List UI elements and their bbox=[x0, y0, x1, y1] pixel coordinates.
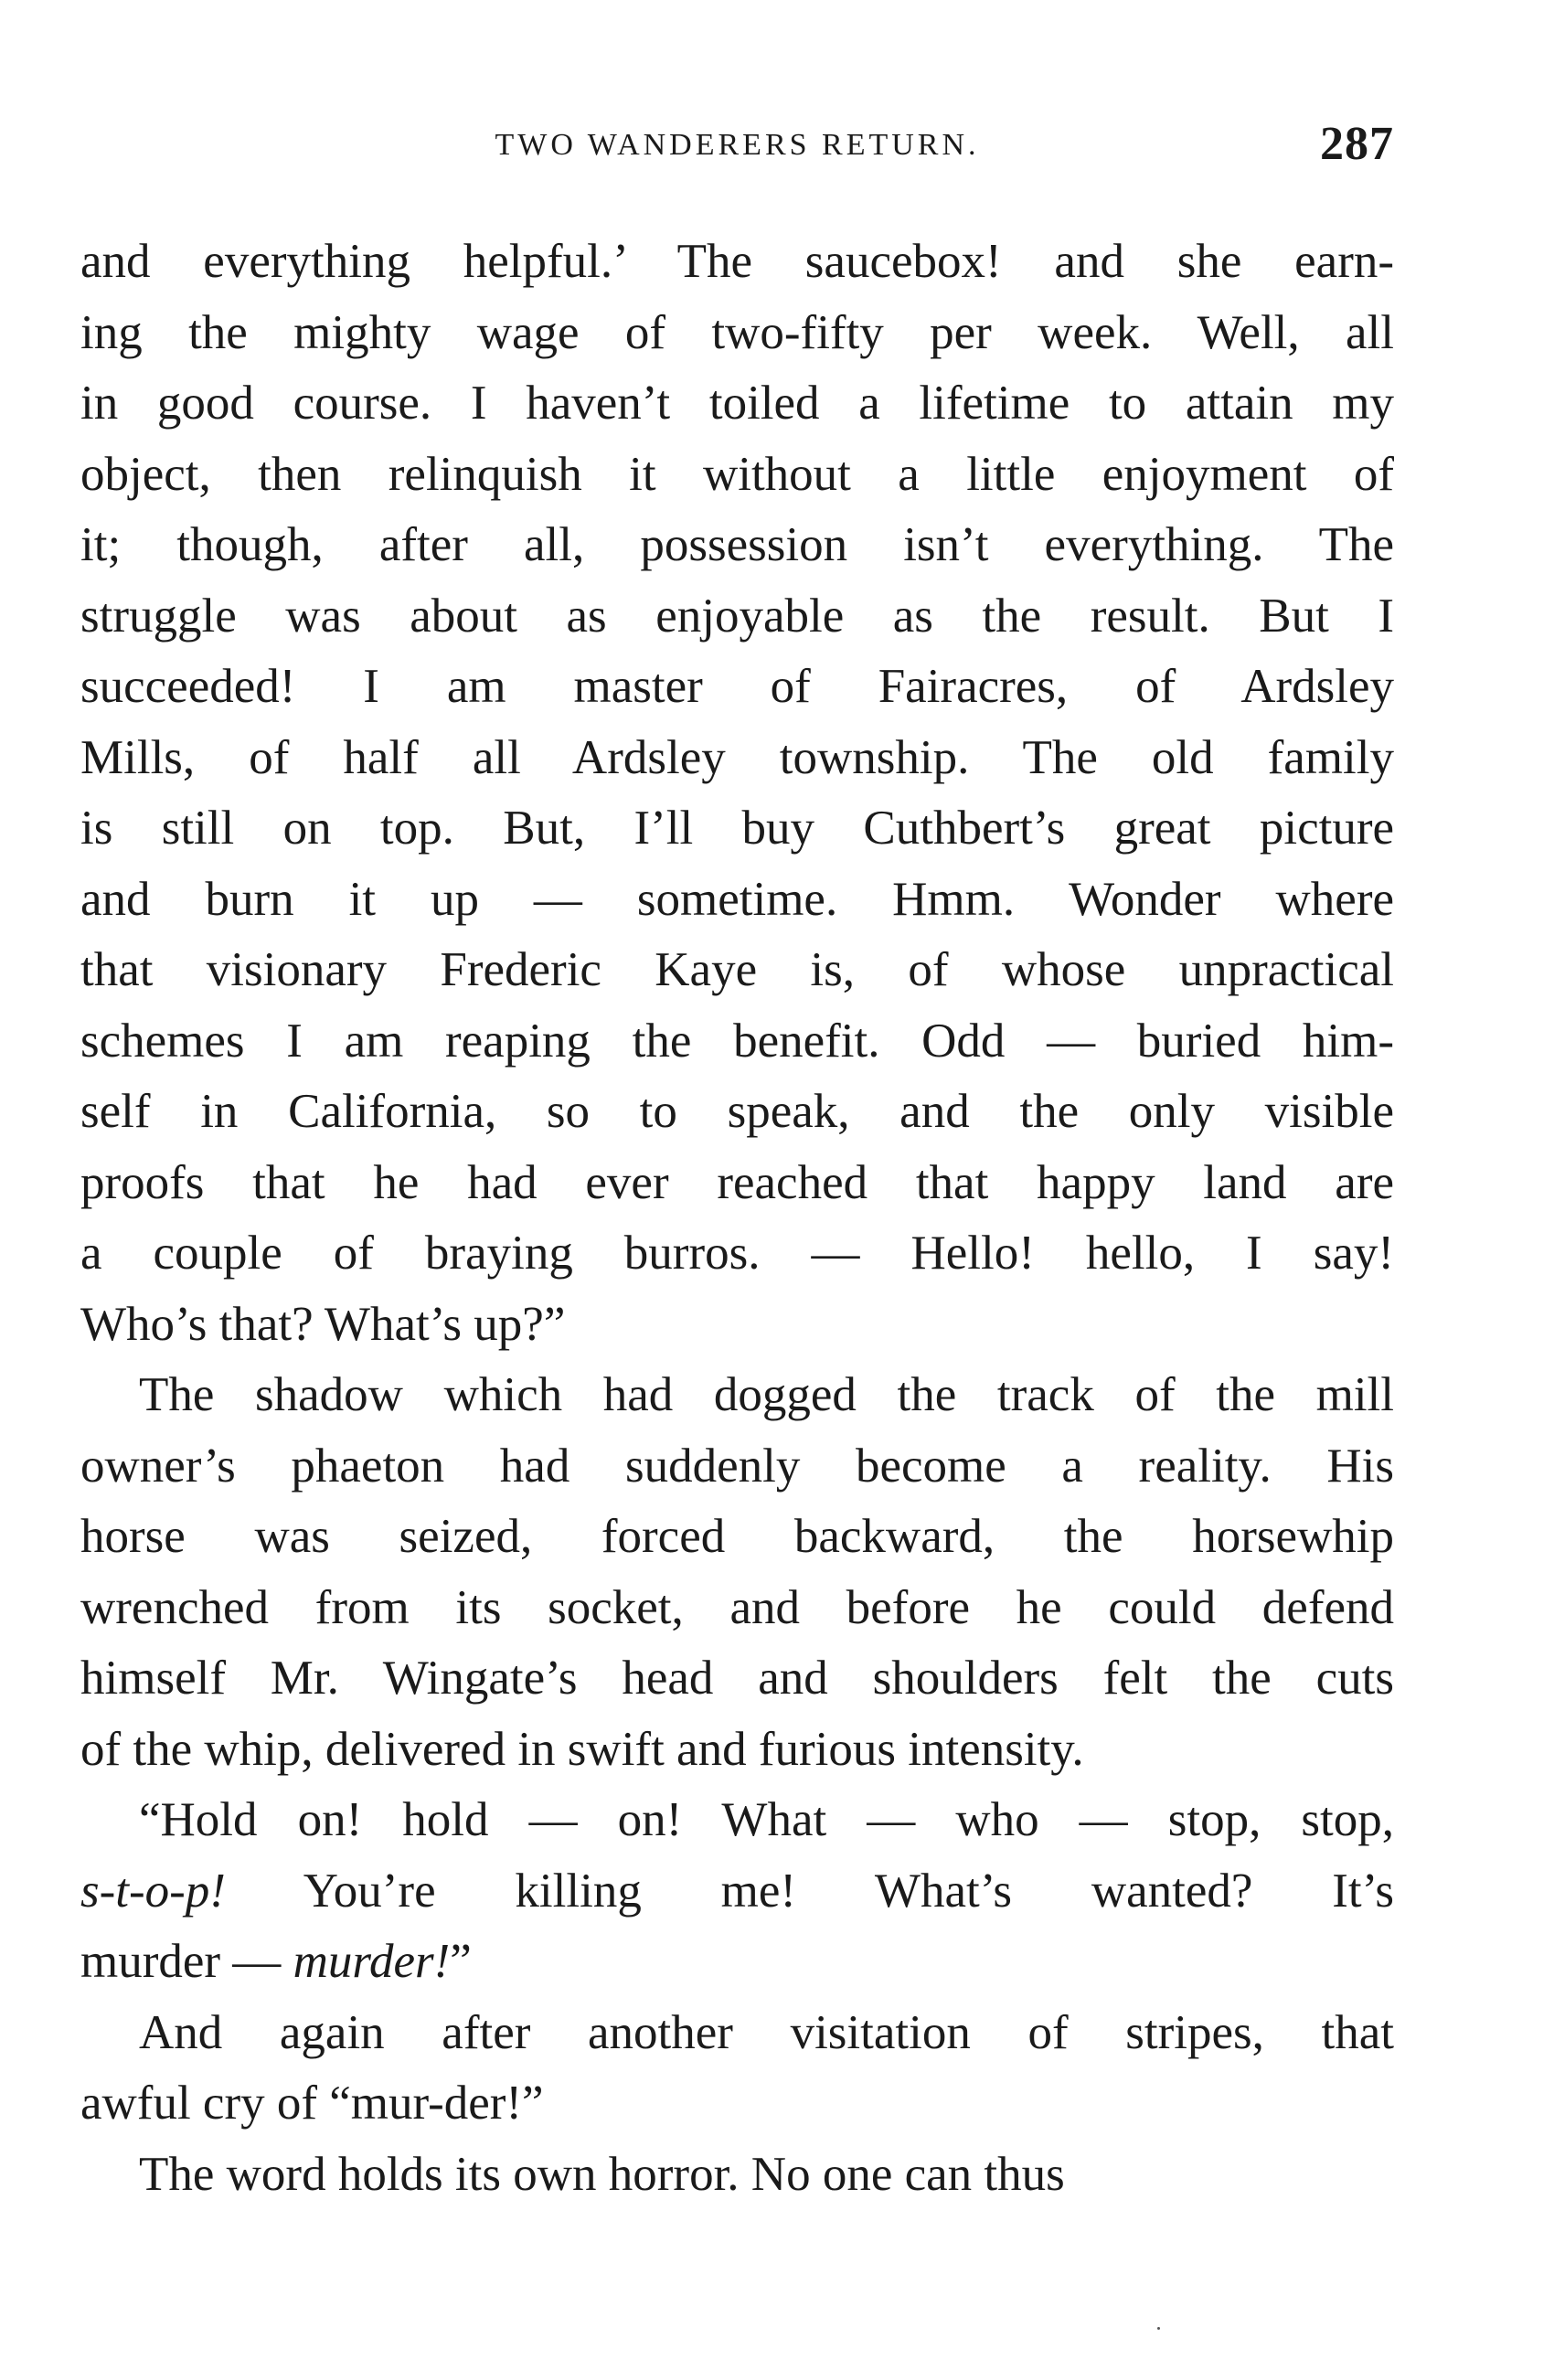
text-line: of the whip, delivered in swift and furious intensity. bbox=[80, 1722, 1084, 1776]
text-line: self in California, so to speak, and the only visible bbox=[80, 1085, 1394, 1138]
text-line: in good course. I haven’t toiled a lifetime to attain my bbox=[80, 377, 1394, 430]
text-line: is still on top. But, I’ll buy Cuthbert’s great picture bbox=[80, 802, 1394, 855]
text-line: s-t-o-p! You’re killing me! What’s wanted? It’s bbox=[80, 1864, 1394, 1918]
text-line: and everything helpful.’ The saucebox! and she earn- bbox=[80, 235, 1394, 288]
text-line: wrenched from its socket, and before he could defend bbox=[80, 1580, 1394, 1634]
text-line: owner’s phaeton had suddenly become a reality. His bbox=[80, 1439, 1394, 1493]
page-number: 287 bbox=[1320, 118, 1394, 170]
text-line: proofs that he had ever reached that happy land are bbox=[80, 1155, 1394, 1209]
text-line: Mills, of half all Ardsley township. The old family bbox=[80, 730, 1394, 784]
text-line: object, then relinquish it without a little enjoyment of bbox=[80, 447, 1394, 501]
text-line: “Hold on! hold — on! What — who — stop, stop, bbox=[139, 1793, 1394, 1846]
text-line: that visionary Frederic Kaye is, of whose unpractical bbox=[80, 943, 1394, 996]
text-line: murder — murder!” bbox=[80, 1935, 472, 1988]
text-line: a couple of braying burros. — Hello! hello, I say! bbox=[80, 1227, 1394, 1280]
running-head bbox=[80, 117, 1394, 172]
text-line: The shadow which had dogged the track of the mill bbox=[139, 1368, 1394, 1421]
text-line: himself Mr. Wingate’s head and shoulders felt the cuts bbox=[80, 1652, 1394, 1705]
text-line: succeeded! I am master of Fairacres, of Ardsley bbox=[80, 660, 1394, 713]
running-title: TWO WANDERERS RETURN. bbox=[495, 128, 980, 162]
body-text bbox=[80, 227, 1394, 2210]
text-line: And again after another visitation of stripes, that bbox=[139, 2005, 1394, 2059]
text-line: awful cry of “mur-der!” bbox=[80, 2077, 544, 2130]
text-line: Who’s that? What’s up?” bbox=[80, 1297, 566, 1351]
text-line: horse was seized, forced backward, the horsewhip bbox=[80, 1510, 1394, 1563]
paper-speck bbox=[1157, 2327, 1160, 2330]
text-line: and burn it up — sometime. Hmm. Wonder where bbox=[80, 872, 1394, 926]
text-line: The word holds its own horror. No one can thus bbox=[139, 2147, 1065, 2201]
text-line: schemes I am reaping the benefit. Odd — buried him- bbox=[80, 1014, 1394, 1068]
text-line: struggle was about as enjoyable as the result. But I bbox=[80, 589, 1394, 643]
text-line: ing the mighty wage of two-fifty per week. Well, all bbox=[80, 305, 1394, 359]
text-line: it; though, after all, possession isn’t everything. The bbox=[80, 518, 1394, 571]
